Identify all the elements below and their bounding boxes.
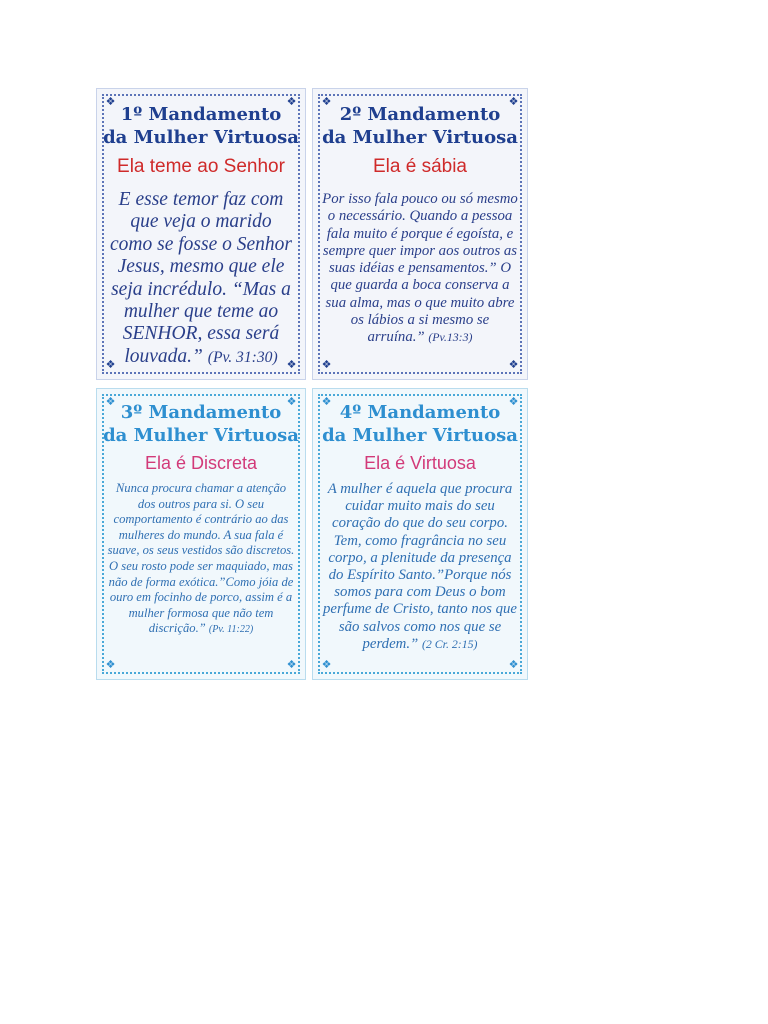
- ornament-corner-icon: ❖: [105, 659, 116, 671]
- card-title: [97, 103, 305, 149]
- ornament-corner-icon: ❖: [105, 359, 116, 371]
- bible-reference: (Pv.13:3): [428, 330, 473, 345]
- ornament-corner-icon: ❖: [321, 659, 332, 671]
- ornament-corner-icon: ❖: [105, 96, 116, 108]
- ornament-corner-icon: ❖: [286, 659, 297, 671]
- bible-reference: (Pv. 11:22): [208, 624, 254, 636]
- title-line-1: 4º Mandamento: [339, 402, 501, 423]
- body-text: A mulher é aquela que procura cuidar muito mais do seu coração do que do seu corpo. Tem, como fragrância no seu corpo, a plenitude da presença do Espírito Santo.”Porque nós somos para com Deus o bom perfume de Cristo, tanto nos que são salvos como nos que se perdem.”: [323, 481, 517, 652]
- bible-reference: (2 Cr. 2:15): [421, 636, 478, 651]
- title-line-2: da Mulher Virtuosa: [103, 127, 299, 148]
- title-line-2: da Mulher Virtuosa: [322, 127, 518, 148]
- ornament-corner-icon: ❖: [286, 359, 297, 371]
- card-body: [109, 189, 293, 369]
- card-body: [323, 481, 517, 653]
- ornament-corner-icon: ❖: [105, 396, 116, 408]
- card-mandamento-2: [312, 88, 528, 380]
- title-line-2: da Mulher Virtuosa: [103, 425, 299, 446]
- card-subtitle: Ela é Virtuosa: [364, 453, 476, 473]
- card-title: [97, 401, 305, 447]
- ornament-corner-icon: ❖: [508, 96, 519, 108]
- title-line-1: 1º Mandamento: [120, 104, 282, 125]
- card-body: [321, 191, 519, 347]
- bible-reference: (Pv. 31:30): [207, 348, 278, 366]
- card-title: [313, 103, 527, 149]
- title-line-2: da Mulher Virtuosa: [322, 425, 518, 446]
- card-subtitle: Ela é Discreta: [144, 453, 258, 473]
- card-subtitle: Ela é sábia: [372, 156, 467, 177]
- body-text: Nunca procura chamar a atenção dos outros para si. O seu comportamento é contrário ao das mulheres do mundo. A sua fala é suave, os seus vestidos são discretos. O seu rosto pode ser maquiado, mas não de forma exótica.”Como jóia de ouro em focinho de porco, assim é a mulher formosa que não tem discrição.”: [107, 481, 295, 636]
- card-mandamento-1: [96, 88, 306, 380]
- ornament-corner-icon: ❖: [508, 359, 519, 371]
- ornament-corner-icon: ❖: [321, 96, 332, 108]
- ornament-corner-icon: ❖: [508, 659, 519, 671]
- ornament-corner-icon: ❖: [508, 396, 519, 408]
- title-line-1: 2º Mandamento: [339, 104, 501, 125]
- card-subtitle: Ela teme ao Senhor: [117, 156, 285, 177]
- ornament-corner-icon: ❖: [286, 96, 297, 108]
- body-text: Por isso fala pouco ou só mesmo o necessário. Quando a pessoa fala muito é porque é egoísta, e sempre quer impor aos outros as suas idéias e pensamentos.” O que guarda a boca conserva a sua alma, mas o que muito abre os lábios a si mesmo se arruína.”: [322, 191, 518, 346]
- ornament-corner-icon: ❖: [321, 359, 332, 371]
- title-line-1: 3º Mandamento: [120, 402, 282, 423]
- ornament-corner-icon: ❖: [286, 396, 297, 408]
- card-title: [313, 401, 527, 447]
- card-mandamento-4: [312, 388, 528, 680]
- card-body: [107, 481, 295, 638]
- ornament-corner-icon: ❖: [321, 396, 332, 408]
- body-text: E esse temor faz com que veja o marido como se fosse o Senhor Jesus, mesmo que ele seja incrédulo. “Mas a mulher que teme ao SENHOR, essa será louvada.”: [110, 189, 292, 367]
- card-mandamento-3: [96, 388, 306, 680]
